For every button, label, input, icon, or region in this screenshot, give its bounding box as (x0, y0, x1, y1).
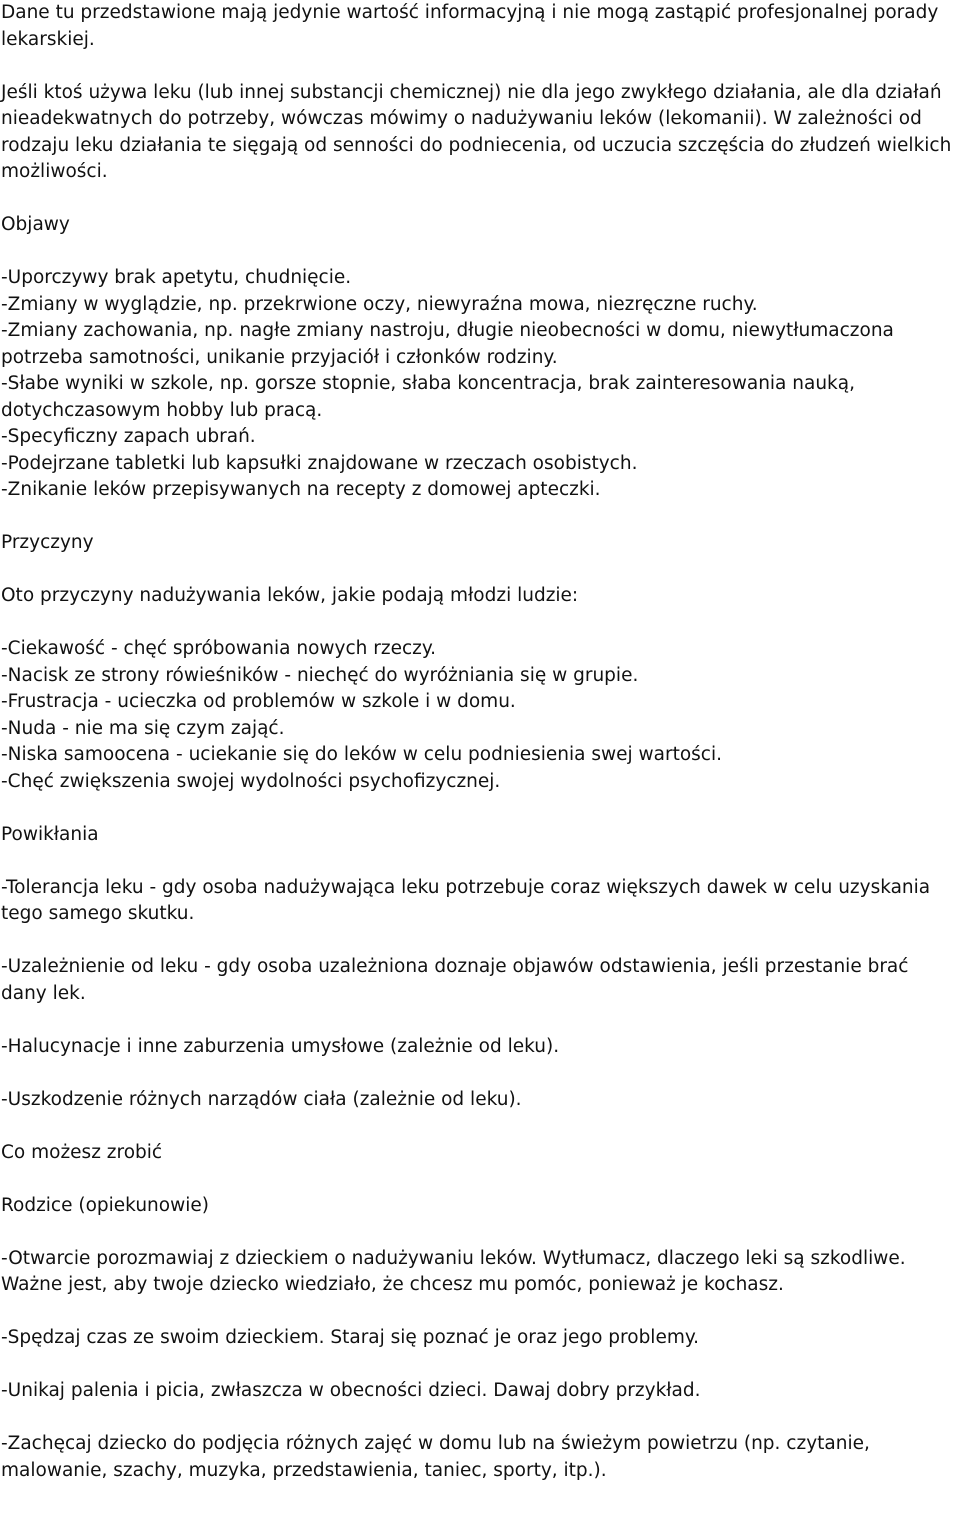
complication-item: -Halucynacje i inne zaburzenia umysłowe (zależnie od leku). (1, 1035, 560, 1057)
advice-item: -Spędzaj czas ze swoim dzieckiem. Staraj się poznać je oraz jego problemy. (1, 1327, 700, 1348)
list-item: -Specyficzny zapach ubrań. (1, 426, 256, 447)
causes-list (1, 636, 956, 795)
complication-item: -Uzależnienie od leku - gdy osoba uzależniona doznaje objawów odstawienia, jeśli przestanie brać dany lek. (1, 956, 909, 1004)
advice-item: -Otwarcie porozmawiaj z dzieckiem o nadużywaniu leków. Wytłumacz, dlaczego leki są szkodliwe. Ważne jest, aby twoje dziecko wiedziało, że chcesz mu pomóc, ponieważ je kochasz. (1, 1247, 906, 1295)
symptoms-list (1, 265, 956, 504)
causes-heading: Przyczyny (1, 532, 94, 553)
list-item: -Znikanie leków przepisywanych na recepty z domowej apteczki. (1, 479, 601, 500)
causes-intro: Oto przyczyny nadużywania leków, jakie podają młodzi ludzie: (1, 585, 579, 606)
advice-item: -Unikaj palenia i picia, zwłaszcza w obecności dzieci. Dawaj dobry przykład. (1, 1380, 701, 1401)
list-item: -Uporczywy brak apetytu, chudnięcie. (1, 267, 352, 288)
symptoms-heading: Objawy (1, 214, 70, 235)
list-item: -Słabe wyniki w szkole, np. gorsze stopnie, słaba koncentracja, brak zainteresowania nauką, dotychczasowym hobby lub pracą. (1, 373, 855, 421)
complication-item: -Tolerancja leku - gdy osoba nadużywająca leku potrzebuje coraz większych dawek w celu uzyskania tego samego skutku. (1, 876, 931, 924)
list-item: -Niska samoocena - uciekanie się do leków w celu podniesienia swej wartości. (1, 744, 722, 765)
list-item: -Nacisk ze strony rówieśników - niechęć do wyróżniania się w grupie. (1, 664, 639, 686)
list-item: -Ciekawość - chęć spróbowania nowych rzeczy. (1, 638, 437, 659)
what-you-can-do-heading: Co możesz zrobić (1, 1141, 163, 1163)
list-item: -Zmiany zachowania, np. nagłe zmiany nastroju, długie nieobecności w domu, niewytłumaczona potrzeba samotności, unikanie przyjaciół i członków rodziny. (1, 320, 894, 368)
list-item: -Frustracja - ucieczka od problemów w szkole i w domu. (1, 691, 516, 712)
intro-paragraph: Jeśli ktoś używa leku (lub innej substancji chemicznej) nie dla jego zwykłego działania, ale dla działań nieadekwatnych do potrzeby, wówczas mówimy o nadużywaniu leków (lekomanii). W zależności od rodzaju leku działania te sięgają od senności do podniecenia, od uczucia szczęścia do złudzeń wielkich możliwości. (1, 81, 952, 182)
complications-heading: Powikłania (1, 823, 99, 845)
list-item: -Nuda - nie ma się czym zająć. (1, 717, 285, 739)
disclaimer-paragraph: Dane tu przedstawione mają jedynie wartość informacyjną i nie mogą zastąpić profesjonalnej porady lekarskiej. (1, 2, 939, 50)
advice-item: -Zachęcaj dziecko do podjęcia różnych zajęć w domu lub na świeżym powietrzu (np. czytanie, malowanie, szachy, muzyka, przedstawienia, taniec, sporty, itp.). (1, 1433, 870, 1481)
list-item: -Podejrzane tabletki lub kapsułki znajdowane w rzeczach osobistych. (1, 452, 638, 474)
list-item: -Chęć zwiększenia swojej wydolności psychofizycznej. (1, 770, 501, 792)
list-item: -Zmiany w wyglądzie, np. przekrwione oczy, niewyraźna mowa, niezręczne ruchy. (1, 293, 758, 315)
parents-subheading: Rodzice (opiekunowie) (1, 1194, 209, 1216)
complication-item: -Uszkodzenie różnych narządów ciała (zależnie od leku). (1, 1088, 522, 1110)
